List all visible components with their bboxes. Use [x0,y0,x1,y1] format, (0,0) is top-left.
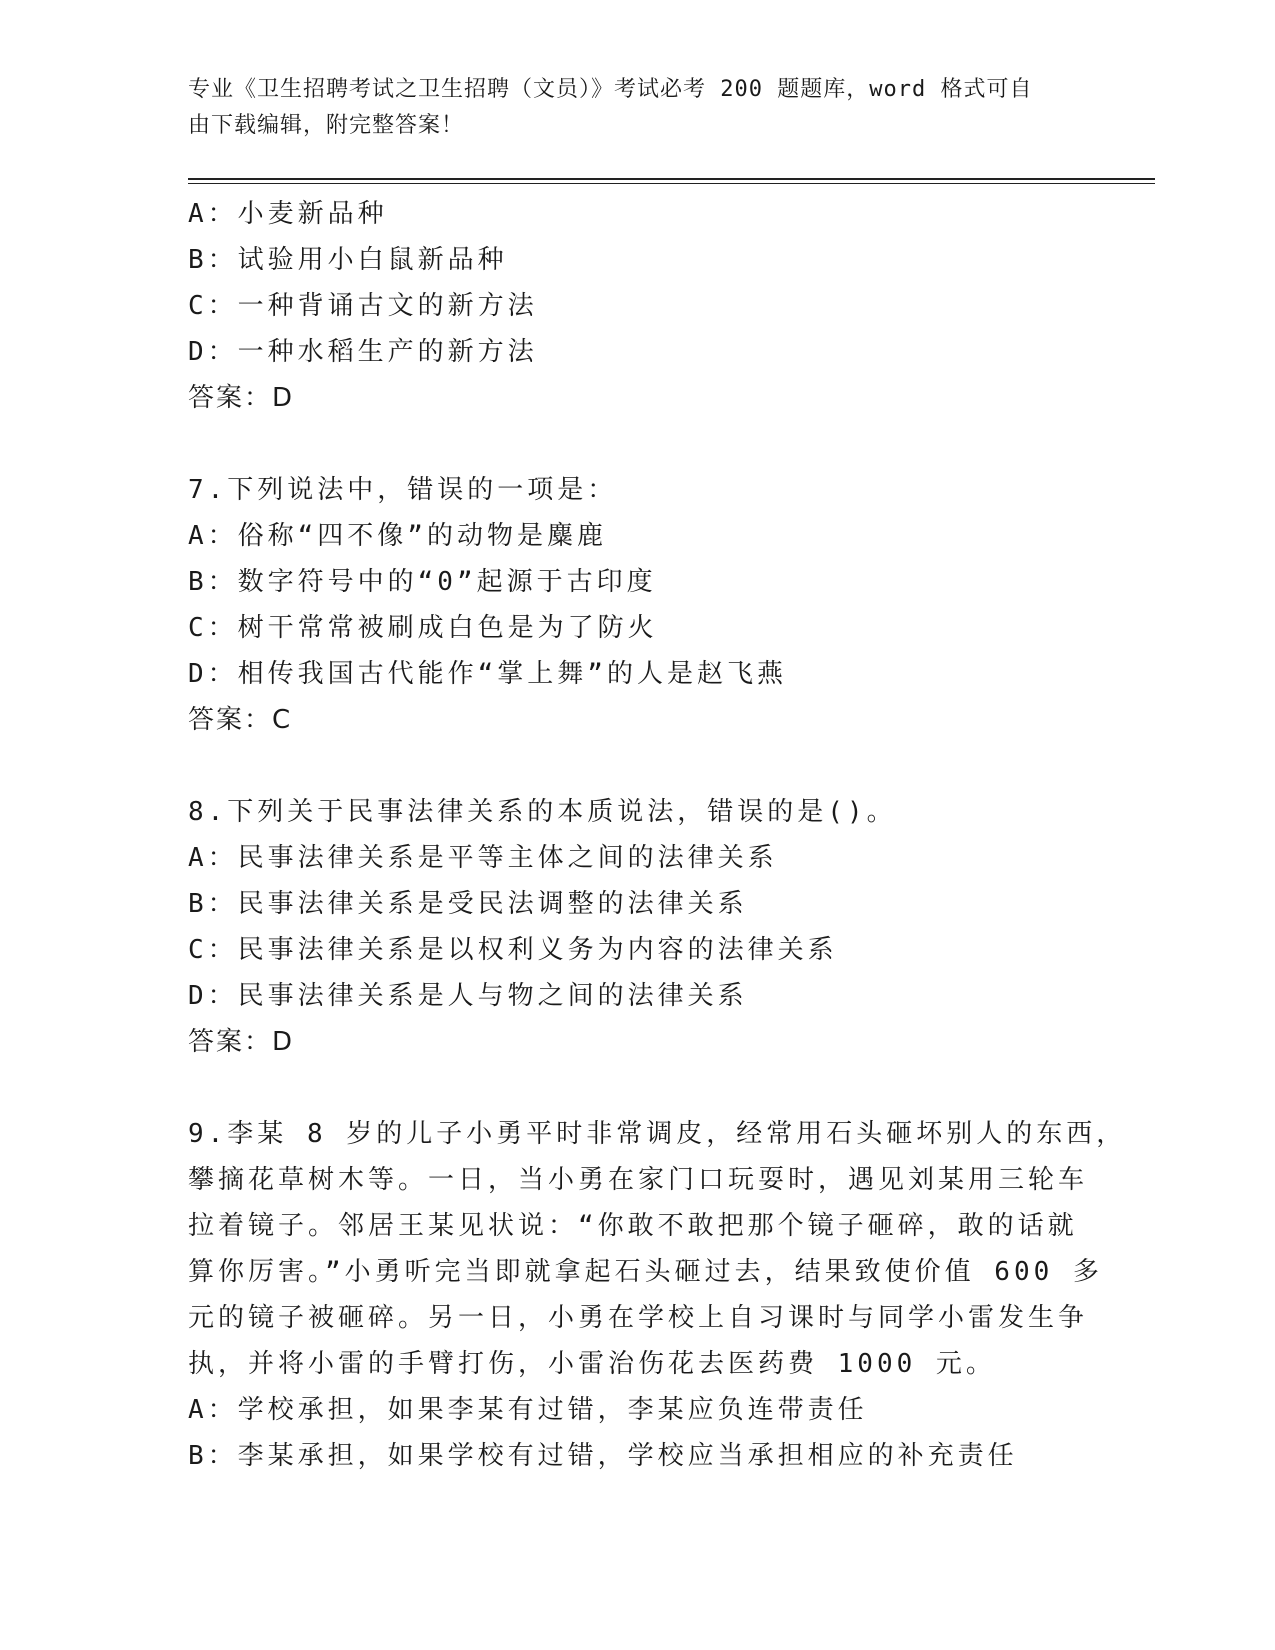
answer-line: 答案：D [188,383,295,413]
spacer [188,743,1088,789]
question-stem: 8.下列关于民事法律关系的本质说法，错误的是()。 [188,797,897,827]
question-stem-line: 攀摘花草树木等。一日，当小勇在家门口玩耍时，遇见刘某用三轮车 [188,1165,1089,1195]
answer-line: 答案：C [188,705,293,735]
question-stem-line: 拉着镜子。邻居王某见状说：“你敢不敢把那个镜子砸碎，敢的话就 [188,1211,1078,1241]
question-stem-line: 元的镜子被砸碎。另一日，小勇在学校上自习课时与同学小雷发生争 [188,1303,1089,1333]
option-a: A：俗称“四不像”的动物是麋鹿 [188,521,607,551]
question-stem-line: 9.李某 8 岁的儿子小勇平时非常调皮，经常用石头砸坏别人的东西， [188,1119,1127,1149]
question-stem-line: 算你厉害。”小勇听完当即就拿起石头砸过去，结果致使价值 600 多 [188,1257,1103,1287]
document-header [188,72,1088,144]
option-a: A：学校承担，如果李某有过错，李某应负连带责任 [188,1395,868,1425]
question-list [188,191,1127,1479]
option-b: B：数字符号中的“0”起源于古印度 [188,567,657,597]
question-stem: 7.下列说法中，错误的一项是： [188,475,618,505]
option-a: A：小麦新品种 [188,199,388,229]
option-d: D：相传我国古代能作“掌上舞”的人是赵飞燕 [188,659,787,689]
option-c: C：民事法律关系是以权利义务为内容的法律关系 [188,935,838,965]
header-line-2: 由下载编辑，附完整答案！ [188,113,465,138]
header-line-1: 专业《卫生招聘考试之卫生招聘（文员）》考试必考 200 题题库，word 格式可自 [188,77,1033,102]
question-8 [188,789,1088,1065]
option-c: C：树干常常被刷成白色是为了防火 [188,613,658,643]
question-6-tail [188,191,1088,421]
question-stem-line: 执，并将小雷的手臂打伤，小雷治伤花去医药费 1000 元。 [188,1349,996,1379]
option-b: B：李某承担，如果学校有过错，学校应当承担相应的补充责任 [188,1441,1018,1471]
option-d: D：民事法律关系是人与物之间的法律关系 [188,981,748,1011]
header-divider-thin [188,183,1155,184]
answer-line: 答案：D [188,1027,295,1057]
question-7 [188,467,1088,743]
option-d: D：一种水稻生产的新方法 [188,337,538,367]
spacer [188,421,1088,467]
option-c: C：一种背诵古文的新方法 [188,291,538,321]
option-b: B：民事法律关系是受民法调整的法律关系 [188,889,748,919]
spacer [188,1065,1088,1111]
option-a: A：民事法律关系是平等主体之间的法律关系 [188,843,778,873]
question-9 [188,1111,1127,1479]
header-divider-thick [188,178,1155,180]
option-b: B：试验用小白鼠新品种 [188,245,508,275]
